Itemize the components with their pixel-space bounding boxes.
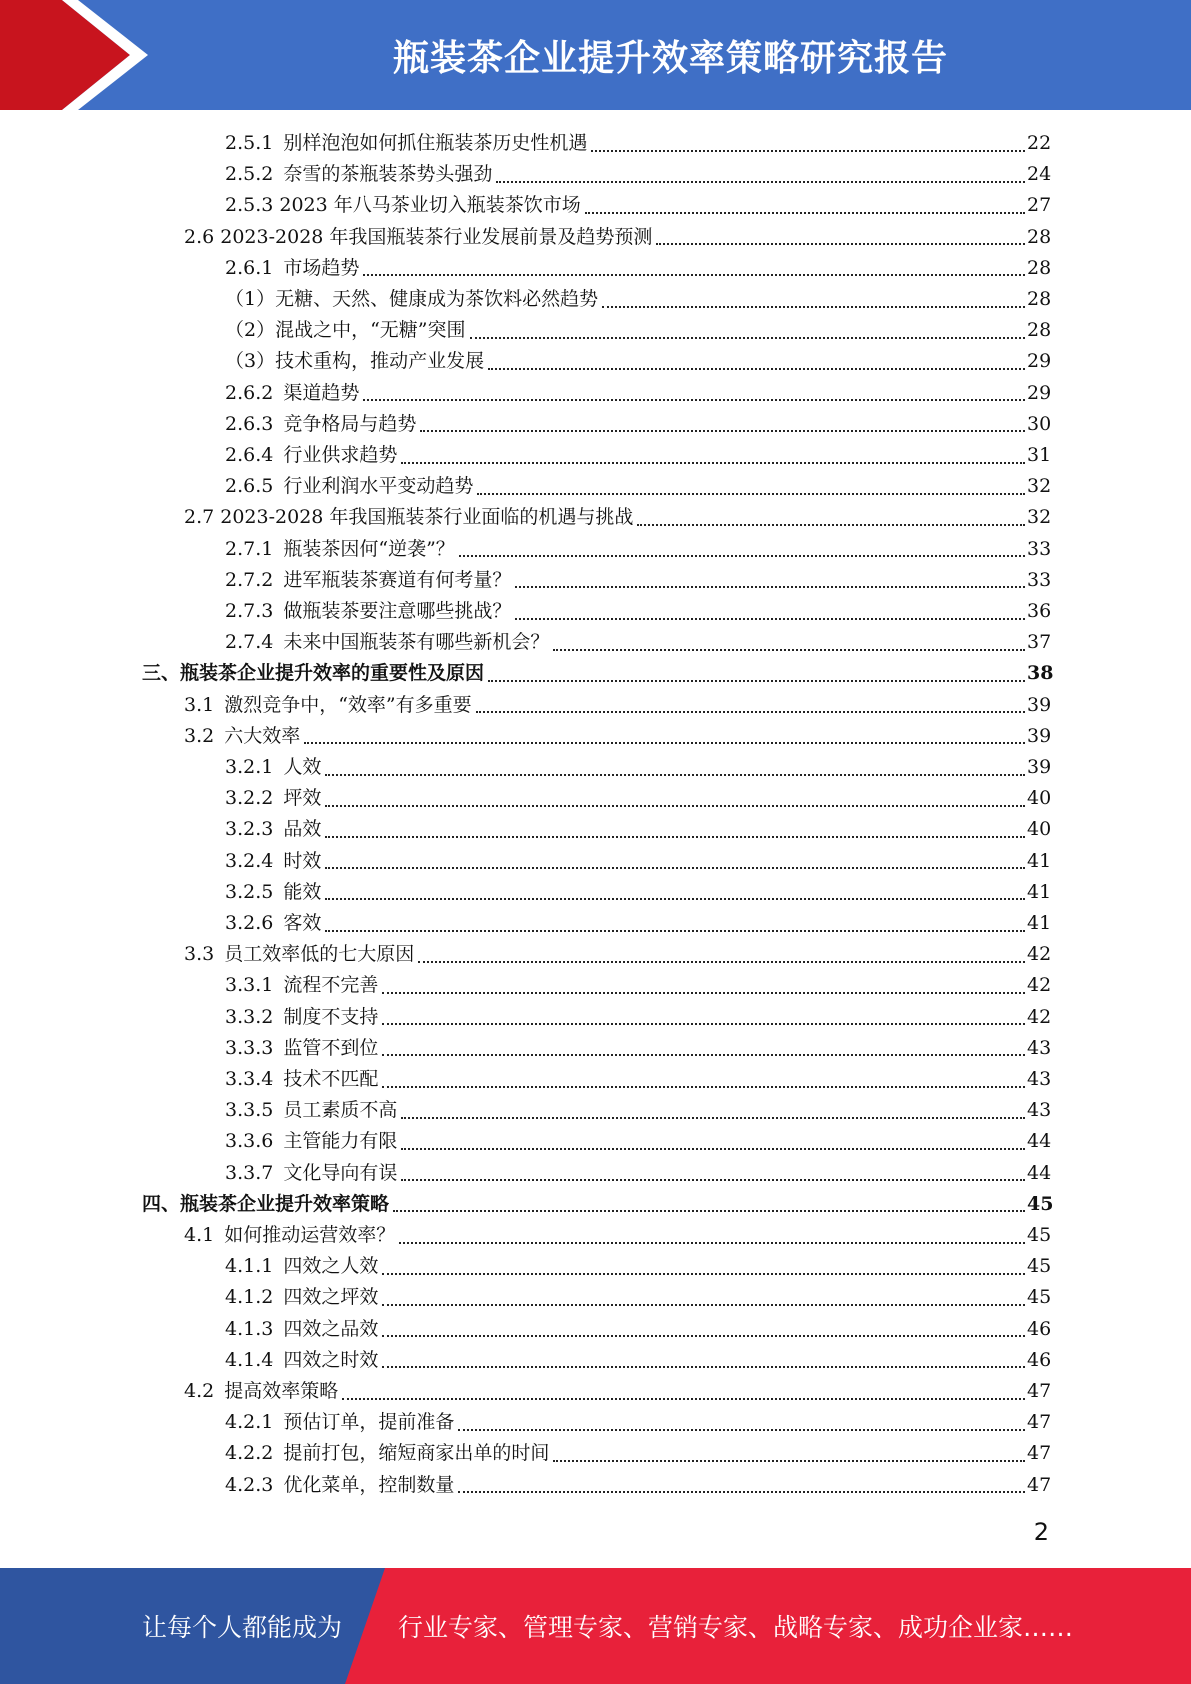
toc-entry-title: 六大效率 xyxy=(224,724,301,747)
toc-entry-title: 提高效率策略 xyxy=(224,1380,339,1402)
toc-entry[interactable] xyxy=(142,1189,1054,1220)
toc-entry-title: 品效 xyxy=(283,818,322,841)
toc-dot-leader xyxy=(399,1242,1025,1244)
toc-entry[interactable] xyxy=(225,409,1052,440)
toc-dot-leader xyxy=(515,586,1025,588)
toc-entry-number: 3.2.3 xyxy=(225,818,274,841)
toc-entry[interactable] xyxy=(225,783,1052,814)
toc-dot-leader xyxy=(382,1304,1025,1306)
toc-entry-page: 39 xyxy=(1027,693,1052,716)
toc-entry[interactable] xyxy=(225,190,1052,221)
toc-entry-number: 2.6.1 xyxy=(225,256,274,279)
toc-entry[interactable] xyxy=(225,565,1052,596)
toc-dot-leader xyxy=(585,212,1025,214)
toc-entry[interactable] xyxy=(225,627,1052,658)
toc-entry-title: 主管能力有限 xyxy=(283,1130,398,1153)
toc-entry-page: 28 xyxy=(1027,319,1052,342)
toc-entry-page: 45 xyxy=(1027,1192,1054,1215)
footer-banner xyxy=(0,1568,1191,1684)
toc-dot-leader xyxy=(656,243,1025,245)
toc-entry-title: 激烈竞争中，“效率”有多重要 xyxy=(224,693,472,716)
toc-entry-number: 3.3.7 xyxy=(225,1161,274,1184)
footer-slogan-left: 让每个人都能成为 xyxy=(142,1613,343,1642)
toc-dot-leader xyxy=(458,1429,1025,1431)
toc-dot-leader xyxy=(418,961,1025,963)
toc-entry-number: 4.2.1 xyxy=(225,1411,274,1434)
toc-entry-page: 37 xyxy=(1027,631,1052,654)
toc-entry-number: 3.2.2 xyxy=(225,787,274,810)
toc-entry-page: 42 xyxy=(1027,1005,1052,1028)
toc-entry-title: （2）混战之中，“无糖”突围 xyxy=(225,319,466,342)
toc-entry-number: 4.2.3 xyxy=(225,1473,274,1496)
toc-dot-leader xyxy=(553,1460,1025,1462)
toc-dot-leader xyxy=(382,992,1025,994)
toc-entry-title: 别样泡泡如何抓住瓶装茶历史性机遇 xyxy=(283,132,588,154)
toc-dot-leader xyxy=(382,1054,1025,1056)
toc-entry-title: （3）技术重构，推动产业发展 xyxy=(225,350,485,373)
toc-entry-title: 瓶装茶因何“逆袭”？ xyxy=(283,537,455,560)
toc-entry-title: 能效 xyxy=(283,880,322,903)
toc-dot-leader xyxy=(401,462,1025,464)
toc-entry-page: 45 xyxy=(1027,1255,1052,1278)
toc-entry-number: 3.2 xyxy=(184,724,215,747)
toc-entry-page: 31 xyxy=(1027,444,1052,466)
red-chevron-decoration xyxy=(0,0,160,110)
toc-entry-number: 4.1.2 xyxy=(225,1286,274,1309)
toc-entry-page: 24 xyxy=(1027,163,1052,186)
toc-entry-title: 提前打包，缩短商家出单的时间 xyxy=(283,1442,550,1465)
toc-entry-title: 四效之坪效 xyxy=(283,1286,379,1309)
toc-entry-page: 46 xyxy=(1027,1348,1052,1371)
toc-entry-number: 4.2.2 xyxy=(225,1442,274,1465)
toc-entry-title: 坪效 xyxy=(283,787,322,810)
toc-dot-leader xyxy=(470,337,1025,339)
report-title: 瓶装茶企业提升效率策略研究报告 xyxy=(392,37,948,79)
header-banner xyxy=(0,0,1191,110)
toc-entry-page: 44 xyxy=(1027,1161,1052,1184)
toc-entry-title: 监管不到位 xyxy=(283,1036,379,1059)
toc-entry-title: 文化导向有误 xyxy=(283,1161,398,1184)
toc-entry-title: 优化菜单，控制数量 xyxy=(283,1473,455,1496)
toc-entry-page: 33 xyxy=(1027,537,1052,560)
toc-entry[interactable] xyxy=(225,1158,1052,1189)
toc-dot-leader xyxy=(325,867,1025,869)
toc-entry[interactable] xyxy=(225,346,1052,377)
toc-entry-page: 29 xyxy=(1027,350,1052,373)
toc-dot-leader xyxy=(401,1179,1025,1181)
toc-entry-number: 2.7.4 xyxy=(225,631,274,654)
toc-entry[interactable] xyxy=(225,315,1052,346)
toc-entry[interactable] xyxy=(225,534,1052,565)
toc-entry-title: 三、瓶装茶企业提升效率的重要性及原因 xyxy=(142,662,485,685)
toc-entry-page: 27 xyxy=(1027,194,1052,217)
toc-dot-leader xyxy=(325,836,1025,838)
toc-entry[interactable] xyxy=(225,1064,1052,1095)
toc-entry-page: 38 xyxy=(1027,662,1054,685)
toc-entry-title: 竞争格局与趋势 xyxy=(283,412,417,435)
toc-entry-number: 4.1.1 xyxy=(225,1255,274,1278)
toc-entry[interactable] xyxy=(225,1282,1052,1313)
toc-entry[interactable] xyxy=(225,752,1052,783)
toc-entry-number: 2.6.5 xyxy=(225,475,274,498)
toc-entry-title: 进军瓶装茶赛道有何考量？ xyxy=(283,568,512,591)
toc-entry[interactable] xyxy=(225,1251,1052,1282)
toc-entry-title: 预估订单，提前准备 xyxy=(283,1411,455,1434)
toc-entry[interactable] xyxy=(225,1314,1052,1345)
toc-entry-title: 四效之人效 xyxy=(283,1255,379,1278)
toc-dot-leader xyxy=(637,524,1025,526)
toc-entry-number: 3.1 xyxy=(184,693,215,716)
toc-entry[interactable] xyxy=(225,596,1052,627)
toc-entry-title: 市场趋势 xyxy=(283,256,360,279)
toc-entry-number: 2.7.3 xyxy=(225,600,274,622)
toc-dot-leader xyxy=(382,1086,1025,1088)
toc-entry-number: 4.1.3 xyxy=(225,1317,274,1340)
toc-entry-title: 四、瓶装茶企业提升效率策略 xyxy=(142,1192,390,1215)
toc-entry[interactable] xyxy=(225,1438,1052,1469)
toc-entry-page: 28 xyxy=(1027,256,1052,279)
toc-entry-title: 2.6 2023-2028 年我国瓶装茶行业发展前景及趋势预测 xyxy=(184,225,653,248)
toc-entry-title: 四效之时效 xyxy=(283,1348,379,1371)
toc-dot-leader xyxy=(382,1023,1025,1025)
toc-entry[interactable] xyxy=(142,658,1054,689)
toc-entry-page: 43 xyxy=(1027,1099,1052,1122)
toc-dot-leader xyxy=(515,618,1025,620)
toc-entry-page: 33 xyxy=(1027,568,1052,591)
toc-dot-leader xyxy=(459,555,1025,557)
toc-entry-number: 4.1 xyxy=(184,1224,215,1246)
toc-entry-title: 2.7 2023-2028 年我国瓶装茶行业面临的机遇与挑战 xyxy=(184,506,634,529)
toc-entry-title: 流程不完善 xyxy=(283,974,379,997)
toc-dot-leader xyxy=(420,430,1025,432)
toc-entry-title: 行业利润水平变动趋势 xyxy=(283,475,474,498)
toc-entry-page: 41 xyxy=(1027,849,1052,872)
toc-entry[interactable] xyxy=(225,1345,1052,1376)
toc-entry[interactable] xyxy=(225,814,1052,845)
toc-entry[interactable] xyxy=(225,1033,1052,1064)
toc-entry[interactable] xyxy=(225,253,1052,284)
toc-entry-page: 30 xyxy=(1027,412,1052,435)
toc-entry-page: 45 xyxy=(1027,1224,1052,1246)
toc-entry-number: 2.6.4 xyxy=(225,444,274,466)
toc-entry-page: 22 xyxy=(1027,132,1052,154)
toc-entry-number: 3.3 xyxy=(184,943,215,966)
toc-entry-number: 3.3.4 xyxy=(225,1068,274,1090)
toc-entry-number: 2.6.2 xyxy=(225,381,274,404)
toc-entry-page: 28 xyxy=(1027,288,1052,310)
toc-entry[interactable] xyxy=(225,877,1052,908)
toc-dot-leader xyxy=(382,1335,1025,1337)
toc-entry[interactable] xyxy=(225,471,1052,502)
toc-entry[interactable] xyxy=(225,1470,1052,1501)
toc-entry[interactable] xyxy=(184,939,1052,970)
toc-dot-leader xyxy=(401,1148,1025,1150)
toc-entry-number: 4.1.4 xyxy=(225,1348,274,1371)
toc-entry-page: 29 xyxy=(1027,381,1052,404)
toc-entry-number: 3.3.5 xyxy=(225,1099,274,1122)
toc-entry-page: 47 xyxy=(1027,1380,1052,1402)
toc-dot-leader xyxy=(553,649,1025,651)
footer-slogan-right: 行业专家、管理专家、营销专家、战略专家、成功企业家…… xyxy=(398,1613,1074,1642)
toc-dot-leader xyxy=(363,274,1025,276)
toc-entry-title: 员工素质不高 xyxy=(283,1099,398,1122)
toc-dot-leader xyxy=(488,368,1025,370)
toc-entry-page: 42 xyxy=(1027,943,1052,966)
toc-entry-title: 客效 xyxy=(283,912,322,934)
toc-dot-leader xyxy=(325,898,1025,900)
toc-entry[interactable] xyxy=(225,1002,1052,1033)
toc-entry-number: 3.3.6 xyxy=(225,1130,274,1153)
toc-entry-page: 41 xyxy=(1027,880,1052,903)
toc-entry[interactable] xyxy=(225,1126,1052,1157)
toc-entry-page: 36 xyxy=(1027,600,1052,622)
toc-entry-page: 45 xyxy=(1027,1286,1052,1309)
toc-dot-leader xyxy=(477,493,1025,495)
toc-entry-page: 42 xyxy=(1027,974,1052,997)
toc-entry-number: 3.2.6 xyxy=(225,912,274,934)
toc-entry-page: 47 xyxy=(1027,1442,1052,1465)
toc-entry-title: 人效 xyxy=(283,756,322,778)
toc-dot-leader xyxy=(363,399,1025,401)
toc-entry-title: 四效之品效 xyxy=(283,1317,379,1340)
toc-entry-page: 39 xyxy=(1027,724,1052,747)
toc-dot-leader xyxy=(602,306,1025,308)
toc-entry[interactable] xyxy=(184,721,1052,752)
toc-entry[interactable] xyxy=(225,378,1052,409)
toc-entry-number: 3.3.2 xyxy=(225,1005,274,1028)
toc-entry-title: 行业供求趋势 xyxy=(283,444,398,466)
page-number: 2 xyxy=(1033,1518,1049,1546)
toc-dot-leader xyxy=(382,1366,1025,1368)
toc-entry-title: 员工效率低的七大原因 xyxy=(224,943,415,966)
toc-entry[interactable] xyxy=(225,908,1052,939)
toc-entry[interactable] xyxy=(184,502,1052,533)
toc-entry-title: 做瓶装茶要注意哪些挑战？ xyxy=(283,600,512,622)
toc-entry-page: 32 xyxy=(1027,506,1052,529)
toc-entry[interactable] xyxy=(225,159,1052,190)
toc-entry-page: 43 xyxy=(1027,1036,1052,1059)
toc-dot-leader xyxy=(325,930,1025,932)
toc-entry-page: 44 xyxy=(1027,1130,1052,1153)
toc-dot-leader xyxy=(382,1273,1025,1275)
toc-entry-number: 3.2.4 xyxy=(225,849,274,872)
toc-entry-number: 3.2.1 xyxy=(225,756,274,778)
toc-dot-leader xyxy=(393,1210,1025,1212)
toc-entry-page: 41 xyxy=(1027,912,1052,934)
toc-entry-page: 32 xyxy=(1027,475,1052,498)
toc-entry-page: 28 xyxy=(1027,225,1052,248)
toc-entry-page: 47 xyxy=(1027,1411,1052,1434)
toc-entry-page: 40 xyxy=(1027,818,1052,841)
toc-entry-number: 3.2.5 xyxy=(225,880,274,903)
toc-entry-number: 2.6.3 xyxy=(225,412,274,435)
toc-dot-leader xyxy=(401,1117,1025,1119)
toc-entry-title: 如何推动运营效率？ xyxy=(224,1224,396,1246)
toc-entry-number: 4.2 xyxy=(184,1380,215,1402)
toc-entry[interactable] xyxy=(225,1407,1052,1438)
toc-entry-number: 3.3.3 xyxy=(225,1036,274,1059)
toc-entry-number: 2.5.1 xyxy=(225,132,274,154)
toc-entry-title: （1）无糖、天然、健康成为茶饮料必然趋势 xyxy=(225,288,599,310)
toc-entry-number: 2.7.2 xyxy=(225,568,274,591)
toc-entry-title: 未来中国瓶装茶有哪些新机会？ xyxy=(283,631,550,654)
toc-entry-title: 制度不支持 xyxy=(283,1005,379,1028)
toc-entry[interactable] xyxy=(184,690,1052,721)
toc-entry-page: 39 xyxy=(1027,756,1052,778)
toc-dot-leader xyxy=(496,181,1025,183)
toc-entry-title: 时效 xyxy=(283,849,322,872)
toc-entry[interactable] xyxy=(225,1095,1052,1126)
toc-entry-page: 43 xyxy=(1027,1068,1052,1090)
toc-entry[interactable] xyxy=(225,440,1052,471)
toc-dot-leader xyxy=(325,774,1025,776)
toc-entry-page: 40 xyxy=(1027,787,1052,810)
toc-dot-leader xyxy=(476,711,1025,713)
toc-dot-leader xyxy=(591,150,1025,152)
toc-entry[interactable] xyxy=(184,1220,1052,1251)
toc-entry[interactable] xyxy=(225,128,1052,159)
toc-dot-leader xyxy=(488,680,1025,682)
toc-entry[interactable] xyxy=(225,846,1052,877)
toc-entry[interactable] xyxy=(184,222,1052,253)
toc-entry-title: 奈雪的茶瓶装茶势头强劲 xyxy=(283,163,493,186)
toc-entry[interactable] xyxy=(184,1376,1052,1407)
toc-dot-leader xyxy=(342,1398,1025,1400)
toc-dot-leader xyxy=(304,742,1025,744)
toc-entry-number: 3.3.1 xyxy=(225,974,274,997)
toc-dot-leader xyxy=(458,1491,1025,1493)
toc-entry-number: 2.5.2 xyxy=(225,163,274,186)
toc-entry-number: 2.7.1 xyxy=(225,537,274,560)
toc-entry-title: 2.5.3 2023 年八马茶业切入瓶装茶饮市场 xyxy=(225,194,581,217)
toc-entry[interactable] xyxy=(225,284,1052,315)
toc-entry-title: 技术不匹配 xyxy=(283,1068,379,1090)
toc-entry-page: 47 xyxy=(1027,1473,1052,1496)
toc-entry-page: 46 xyxy=(1027,1317,1052,1340)
toc-entry-title: 渠道趋势 xyxy=(283,381,360,404)
toc-dot-leader xyxy=(325,805,1025,807)
toc-entry[interactable] xyxy=(225,970,1052,1001)
